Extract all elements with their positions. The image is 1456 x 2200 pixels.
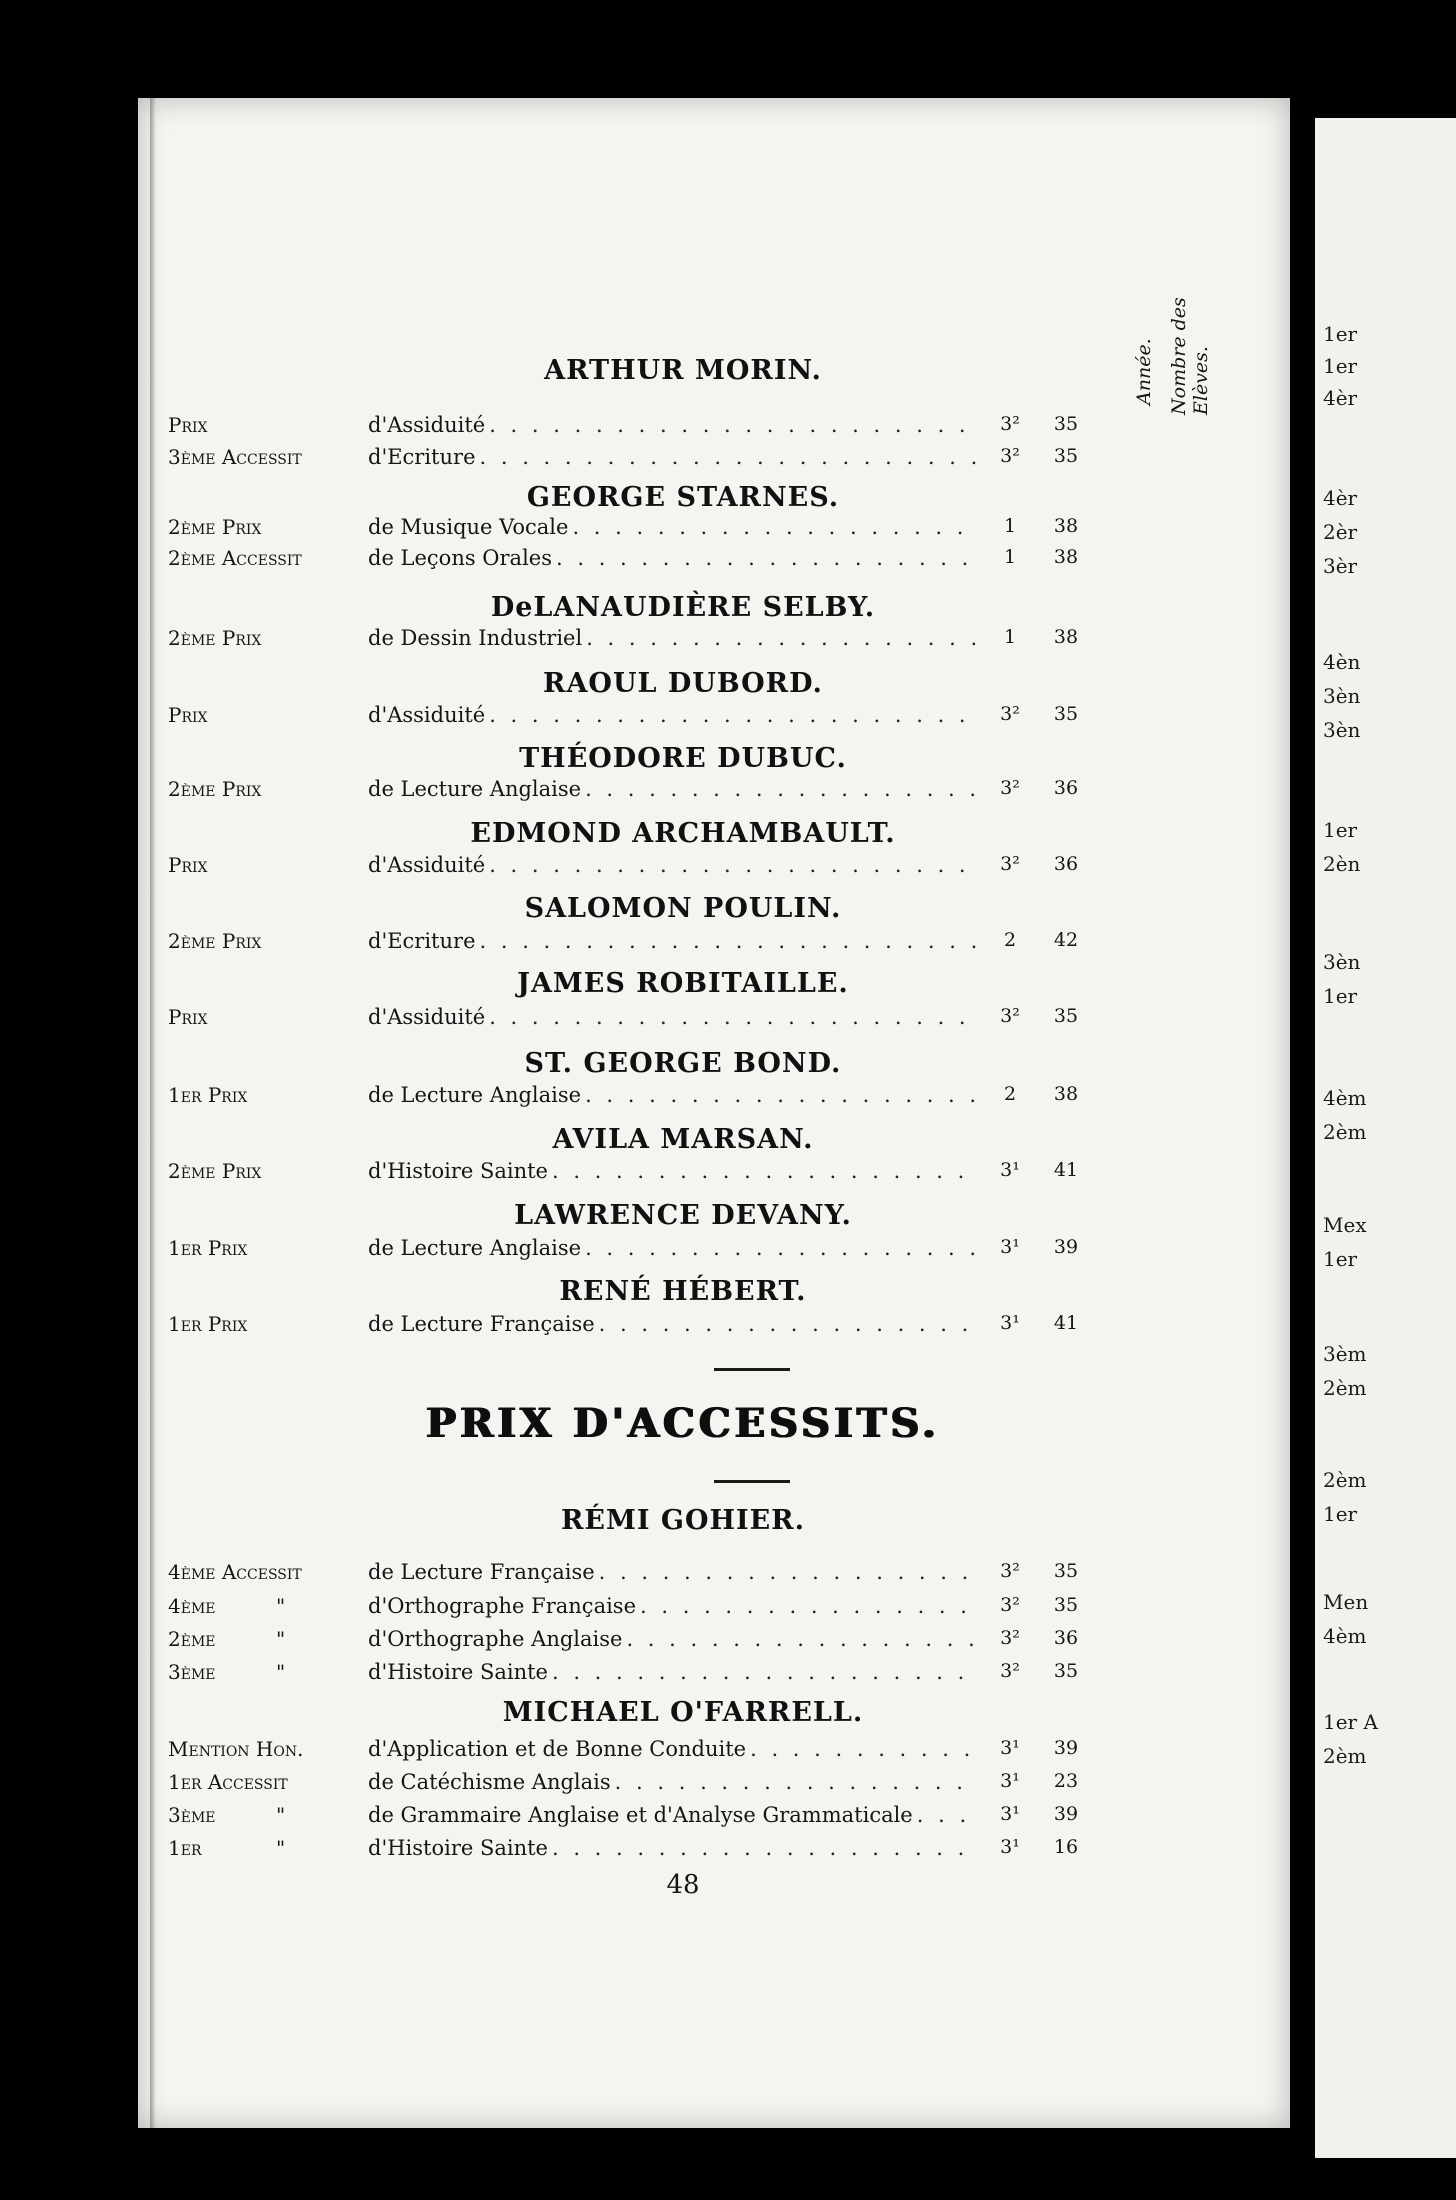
subject [368,515,978,539]
adjacent-page-text: 2èm [1323,1744,1367,1768]
subject-text: de Lecture Française [368,1560,595,1584]
year-value: 3¹ [1000,1770,1020,1792]
award-label [168,1836,358,1860]
subject-text: d'Histoire Sainte [368,1159,548,1183]
student-name: RAOUL DUBORD. [543,668,823,699]
adjacent-page-text: 4èm [1323,1086,1367,1110]
leader-dots [480,929,979,953]
leader-dots [626,1627,978,1651]
award-label [168,1770,358,1794]
award-text: 2ème Prix [168,1159,262,1183]
year-value: 1 [1003,626,1017,648]
leader-dots [599,1312,978,1336]
subject-text: d'Application et de Bonne Conduite [368,1737,747,1761]
year-value: 2 [1003,929,1017,951]
leader-dots [917,1803,978,1827]
subject-text: de Lecture Française [368,1312,595,1336]
award-row [168,1594,1200,1624]
ditto-mark: " [276,1660,286,1684]
subject [368,1803,978,1827]
adjacent-page-text: 1er [1323,1247,1358,1271]
subject-text: de Musique Vocale [368,515,569,539]
subject [368,1770,978,1794]
student-count: 35 [1053,1005,1079,1027]
year-value: 3¹ [1000,1836,1020,1858]
award-text: 3ème Accessit [168,445,302,469]
subject-text: de Grammaire Anglaise et d'Analyse Grammaticale [368,1803,913,1827]
year-value: 3² [1000,445,1020,467]
award-row [168,445,1200,475]
subject-text: d'Orthographe Française [368,1594,637,1618]
student-count: 35 [1053,1660,1079,1682]
subject [368,853,978,877]
adjacent-page-text: 1er [1323,984,1358,1008]
ditto-mark: " [276,1627,286,1651]
adjacent-page-text: 3èm [1323,1342,1367,1366]
award-row [168,777,1200,807]
subject-text: de Lecture Anglaise [368,1083,582,1107]
year-value: 3¹ [1000,1159,1020,1181]
subject [368,1660,978,1684]
adjacent-page-text: 1er A [1323,1710,1378,1734]
student-count: 23 [1053,1770,1079,1792]
award-text: 2ème Prix [168,929,262,953]
year-value: 3² [1000,1005,1020,1027]
award-label [168,1159,358,1183]
leader-dots [489,853,978,877]
student-name: ARTHUR MORIN. [544,355,822,386]
award-row [168,1236,1200,1266]
award-text: 1er Prix [168,1236,248,1260]
student-name: GEORGE STARNES. [526,482,840,513]
subject [368,1005,978,1029]
award-label [168,1560,358,1584]
subject [368,1594,978,1618]
award-row [168,1770,1200,1800]
subject-text: d'Assiduité [368,1005,486,1029]
award-text: 2ème Accessit [168,546,302,570]
subject-text: de Catéchisme Anglais [368,1770,611,1794]
award-row [168,1083,1200,1113]
student-count: 42 [1053,929,1079,951]
adjacent-page-strip [1315,118,1456,2158]
subject [368,626,978,650]
subject-text: de Lecture Anglaise [368,777,582,801]
adjacent-page-text: 4èr [1323,386,1358,410]
adjacent-page-text: Mex [1323,1213,1367,1237]
year-value: 3² [1000,1627,1020,1649]
year-value: 3¹ [1000,1236,1020,1258]
adjacent-page-text: 1er [1323,1502,1358,1526]
adjacent-page-text: 2èn [1323,852,1361,876]
subject-text: d'Histoire Sainte [368,1836,548,1860]
award-label [168,853,358,877]
subject-text: de Leçons Orales [368,546,552,570]
adjacent-page-text: 3èr [1323,554,1358,578]
leader-dots [585,1083,978,1107]
subject-text: de Lecture Anglaise [368,1236,582,1260]
award-row [168,1660,1200,1690]
subject [368,445,978,469]
leader-dots [750,1737,978,1761]
subject [368,546,978,570]
student-name: EDMOND ARCHAMBAULT. [470,818,896,849]
award-text: 1er Prix [168,1083,248,1107]
year-value: 1 [1003,515,1017,537]
subject [368,777,978,801]
student-count: 39 [1053,1737,1079,1759]
award-row [168,546,1200,576]
student-name: AVILA MARSAN. [552,1124,814,1155]
leader-dots [480,445,979,469]
subject [368,413,978,437]
award-label [168,413,358,437]
award-text: 2ème Prix [168,777,262,801]
award-row [168,515,1200,545]
award-row [168,853,1200,883]
subject [368,1312,978,1336]
leader-dots [489,703,978,727]
student-name: LAWRENCE DEVANY. [514,1200,852,1231]
leader-dots [586,626,978,650]
subject-text: d'Histoire Sainte [368,1660,548,1684]
award-row [168,1312,1200,1342]
award-label [168,626,358,650]
student-count: 36 [1053,777,1079,799]
ditto-mark: " [276,1803,286,1827]
student-count: 36 [1053,1627,1079,1649]
student-count: 38 [1053,1083,1079,1105]
year-value: 3² [1000,1560,1020,1582]
student-count: 38 [1053,546,1079,568]
student-name: MICHAEL O'FARRELL. [502,1697,864,1728]
subject [368,703,978,727]
award-label [168,1594,358,1618]
adjacent-page-text: 2èr [1323,520,1358,544]
award-label [168,1005,358,1029]
award-label [168,1803,358,1827]
student-name: RENÉ HÉBERT. [559,1276,807,1307]
adjacent-page-text: 3èn [1323,718,1361,742]
year-value: 3² [1000,853,1020,875]
student-name: DeLANAUDIÈRE SELBY. [490,592,876,623]
year-value: 1 [1003,546,1017,568]
award-text: 1er Accessit [168,1770,288,1794]
leader-dots [585,777,978,801]
leader-dots [640,1594,978,1618]
page-number: 48 [666,1870,700,1900]
year-value: 3¹ [1000,1312,1020,1334]
student-count: 36 [1053,853,1079,875]
subject-text: d'Assiduité [368,703,486,727]
subject-text: d'Orthographe Anglaise [368,1627,623,1651]
leader-dots [552,1159,978,1183]
subject [368,1627,978,1651]
column-header-count: Nombre des Elèves. [1168,297,1212,415]
award-row [168,413,1200,443]
subject-text: d'Assiduité [368,413,486,437]
subject-text: d'Ecriture [368,929,476,953]
student-count: 35 [1053,445,1079,467]
student-count: 35 [1053,1560,1079,1582]
award-row [168,1560,1200,1590]
subject [368,1836,978,1860]
student-name: ST. GEORGE BOND. [524,1048,842,1079]
year-value: 3² [1000,777,1020,799]
award-text: Prix [168,1005,208,1029]
leader-dots [552,1660,978,1684]
award-text: Prix [168,413,208,437]
leader-dots [489,413,978,437]
subject-text: d'Ecriture [368,445,476,469]
adjacent-page-text: Men [1323,1590,1369,1614]
award-row [168,1627,1200,1657]
student-count: 38 [1053,515,1079,537]
adjacent-page-text: 3èn [1323,950,1361,974]
student-count: 39 [1053,1803,1079,1825]
award-label [168,1083,358,1107]
year-value: 3¹ [1000,1737,1020,1759]
award-label [168,445,358,469]
award-row [168,929,1200,959]
award-label [168,1627,358,1651]
leader-dots [572,515,978,539]
student-count: 41 [1053,1312,1079,1334]
subject-text: de Dessin Industriel [368,626,583,650]
student-count: 35 [1053,1594,1079,1616]
award-text: 3ème [168,1660,216,1684]
award-row [168,626,1200,656]
award-text: 4ème [168,1594,216,1618]
year-value: 3² [1000,1594,1020,1616]
column-header-year: Année. [1133,338,1155,405]
award-label [168,929,358,953]
award-text: 2ème Prix [168,515,262,539]
subject [368,1159,978,1183]
subject [368,1236,978,1260]
leader-dots [552,1836,978,1860]
student-name: RÉMI GOHIER. [560,1505,806,1536]
ditto-mark: " [276,1594,286,1618]
student-count: 38 [1053,626,1079,648]
award-row [168,1737,1200,1767]
student-name: JAMES ROBITAILLE. [517,968,849,999]
award-label [168,1737,358,1761]
student-count: 35 [1053,703,1079,725]
adjacent-page-text: 1er [1323,354,1358,378]
adjacent-page-text: 1er [1323,818,1358,842]
award-label [168,703,358,727]
leader-dots [489,1005,978,1029]
award-text: 1er [168,1836,202,1860]
award-label [168,777,358,801]
award-row [168,1159,1200,1189]
year-value: 2 [1003,1083,1017,1105]
award-text: 2ème Prix [168,626,262,650]
student-count: 39 [1053,1236,1079,1258]
subject [368,929,978,953]
award-label [168,1312,358,1336]
adjacent-page-text: 4èr [1323,486,1358,510]
adjacent-page-text: 2èm [1323,1376,1367,1400]
award-text: 1er Prix [168,1312,248,1336]
student-name: SALOMON POULIN. [524,893,842,924]
year-value: 3² [1000,703,1020,725]
award-text: 4ème Accessit [168,1560,302,1584]
year-value: 3² [1000,413,1020,435]
award-row [168,1836,1200,1866]
adjacent-page-text: 2èm [1323,1468,1367,1492]
subject-text: d'Assiduité [368,853,486,877]
award-text: Prix [168,853,208,877]
adjacent-page-text: 4èm [1323,1624,1367,1648]
subject [368,1083,978,1107]
adjacent-page-text: 2èm [1323,1120,1367,1144]
leader-dots [615,1770,978,1794]
subject [368,1737,978,1761]
leader-dots [556,546,978,570]
divider [714,1368,790,1371]
award-label [168,1660,358,1684]
adjacent-page-text: 1er [1323,322,1358,346]
student-count: 41 [1053,1159,1079,1181]
adjacent-page-text: 4èn [1323,650,1361,674]
award-text: 3ème [168,1803,216,1827]
award-label [168,1236,358,1260]
student-name: THÉODORE DUBUC. [519,743,847,774]
ditto-mark: " [276,1836,286,1860]
year-value: 3² [1000,1660,1020,1682]
award-text: 2ème [168,1627,216,1651]
leader-dots [585,1236,978,1260]
award-row [168,1803,1200,1833]
student-count: 35 [1053,413,1079,435]
subject [368,1560,978,1584]
award-row [168,703,1200,733]
year-value: 3¹ [1000,1803,1020,1825]
section-title: PRIX D'ACCESSITS. [426,1400,940,1447]
award-text: Prix [168,703,208,727]
award-row [168,1005,1200,1035]
award-text: Mention Hon. [168,1737,304,1761]
leader-dots [599,1560,978,1584]
divider [714,1480,790,1483]
award-label [168,515,358,539]
student-count: 16 [1053,1836,1079,1858]
award-label [168,546,358,570]
adjacent-page-text: 3èn [1323,684,1361,708]
